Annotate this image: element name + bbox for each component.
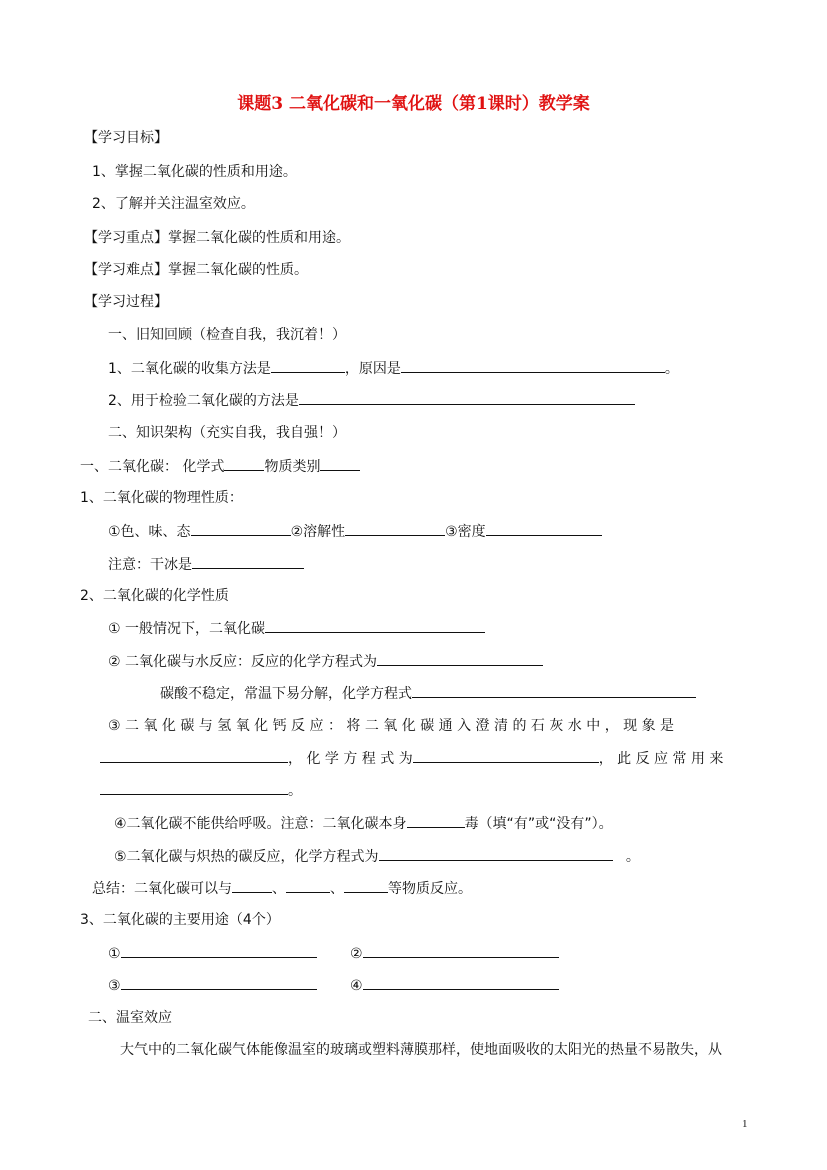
process-heading: 【学习过程】 — [84, 294, 168, 310]
physical-properties: ①色、味、态 ②溶解性 ③密度 — [108, 521, 602, 542]
answer-blank[interactable] — [265, 618, 485, 633]
answer-blank[interactable] — [401, 358, 665, 373]
answer-blank[interactable] — [192, 554, 304, 569]
answer-blank[interactable] — [121, 975, 317, 990]
answer-blank[interactable] — [271, 358, 345, 373]
greenhouse-heading: 二、温室效应 — [88, 1010, 172, 1026]
answer-blank[interactable] — [379, 846, 613, 861]
key-point-label: 【学习重点】 — [84, 230, 168, 246]
summary-line: 总结：二氧化碳可以与 、 、 等物质反应。 — [92, 878, 472, 899]
chemical-property-4: ④二氧化碳不能供给呼吸。注意：二氧化碳本身 毒（填“有”或“没有”）。 — [114, 813, 613, 834]
answer-blank[interactable] — [363, 975, 559, 990]
answer-blank[interactable] — [407, 813, 465, 828]
answer-blank[interactable] — [320, 456, 360, 471]
use-item-2: ② — [350, 943, 559, 964]
answer-blank[interactable] — [232, 878, 272, 893]
chemical-property-3-cont: ， 化 学 方 程 式 为 ， 此 反 应 常 用 来 — [100, 748, 723, 769]
chemical-property-3-end: 。 — [100, 780, 302, 801]
answer-blank[interactable] — [344, 878, 388, 893]
answer-blank[interactable] — [486, 521, 602, 536]
answer-blank[interactable] — [191, 521, 291, 536]
page-number: 1 — [742, 1118, 748, 1130]
uses-heading: 3、二氧化碳的主要用途（4个） — [80, 912, 280, 928]
page-title: 课题3 二氧化碳和一氧化碳（第1课时）教学案 — [237, 94, 590, 114]
answer-blank[interactable] — [363, 943, 559, 958]
chemical-property-3: ③ 二 氧 化 碳 与 氢 氧 化 钙 反 应 ： 将 二 氧 化 碳 通 入 澄 清 的 石 灰 水 中 ， 现 象 是 — [108, 718, 675, 734]
key-point — [84, 228, 350, 248]
difficulty-text: 掌握二氧化碳的性质。 — [168, 262, 308, 278]
use-item-3: ③ — [108, 975, 317, 996]
framework-heading: 二、知识架构（充实自我，我自强！） — [108, 425, 346, 441]
answer-blank[interactable] — [100, 780, 288, 795]
objectives-heading: 【学习目标】 — [84, 130, 168, 146]
chemical-property-1: ① 一般情况下，二氧化碳 — [108, 618, 485, 639]
answer-blank[interactable] — [286, 878, 330, 893]
answer-blank[interactable] — [121, 943, 317, 958]
difficulty-label: 【学习难点】 — [84, 262, 168, 278]
answer-blank[interactable] — [377, 651, 543, 666]
review-heading: 一、旧知回顾（检查自我，我沉着！） — [108, 327, 346, 343]
key-point-text: 掌握二氧化碳的性质和用途。 — [168, 230, 350, 246]
answer-blank[interactable] — [413, 748, 599, 763]
co2-formula-line: 一、二氧化碳： 化学式 物质类别 — [80, 456, 360, 477]
objective-item: 1、掌握二氧化碳的性质和用途。 — [92, 164, 297, 180]
answer-blank[interactable] — [345, 521, 445, 536]
answer-blank[interactable] — [299, 390, 635, 405]
carbonic-acid-line: 碳酸不稳定，常温下易分解，化学方程式 — [160, 683, 696, 704]
chemical-property-2: ② 二氧化碳与水反应：反应的化学方程式为 — [108, 651, 543, 672]
difficulty — [84, 260, 308, 280]
review-question-1: 1、二氧化碳的收集方法是 ，原因是 。 — [108, 358, 679, 379]
use-item-4: ④ — [350, 975, 559, 996]
chemical-property-5: ⑤二氧化碳与炽热的碳反应，化学方程式为 。 — [114, 846, 640, 867]
use-item-1: ① — [108, 943, 317, 964]
chemical-heading: 2、二氧化碳的化学性质 — [80, 588, 229, 604]
physical-heading: 1、二氧化碳的物理性质： — [80, 490, 243, 506]
answer-blank[interactable] — [412, 683, 696, 698]
answer-blank[interactable] — [224, 456, 264, 471]
answer-blank[interactable] — [100, 748, 288, 763]
review-question-2: 2、用于检验二氧化碳的方法是 — [108, 390, 635, 411]
greenhouse-paragraph: 大气中的二氧化碳气体能像温室的玻璃或塑料薄膜那样，使地面吸收的太阳光的热量不易散失，从 — [120, 1042, 722, 1058]
objective-item: 2、了解并关注温室效应。 — [92, 196, 255, 212]
dry-ice-note: 注意：干冰是 — [108, 554, 304, 575]
